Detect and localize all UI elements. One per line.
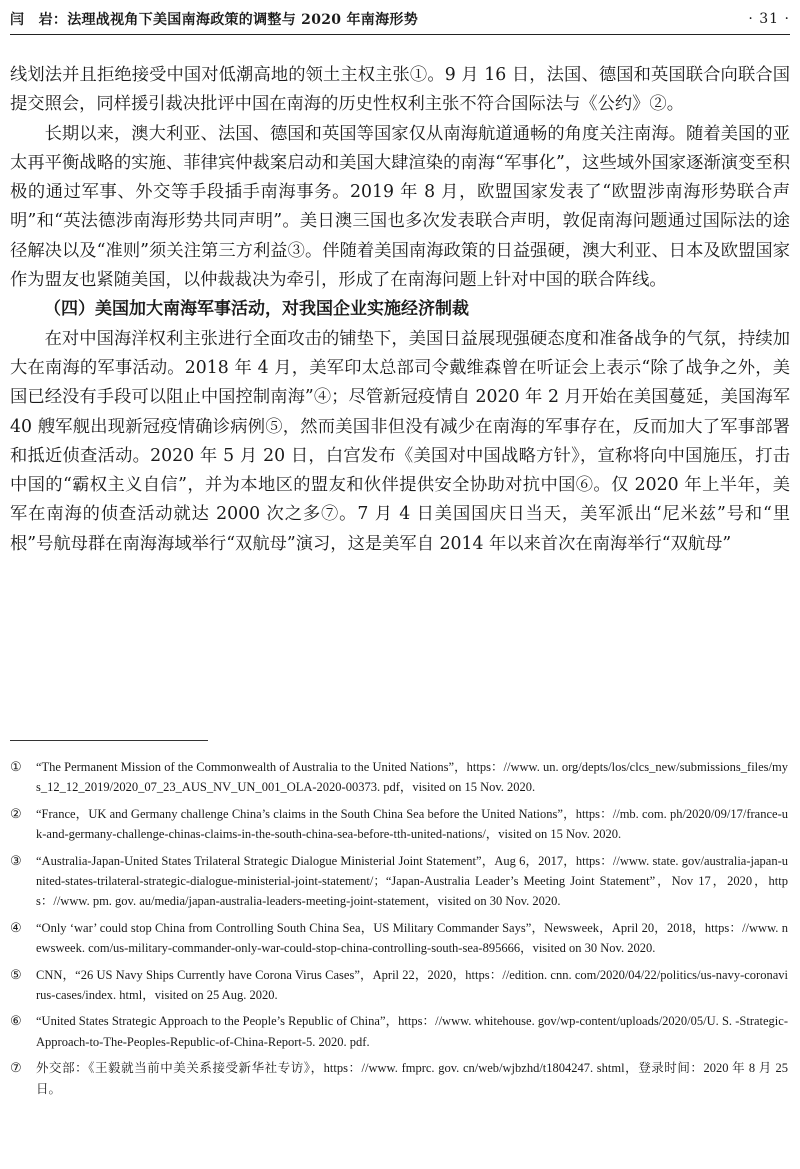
- footnote: [10, 965, 788, 1006]
- footnote-marker: ⑤: [10, 966, 22, 982]
- running-header: [10, 4, 790, 35]
- footnote-marker: ④: [10, 919, 22, 935]
- footnote-divider: [10, 740, 208, 741]
- footnote-text: 外交部：《王毅就当前中美关系接受新华社专访》，https：//www. fmprc. gov. cn/web/wjbzhd/t1804247. shtml，登录时间：2020 年 8 月 25 日。: [36, 1061, 788, 1096]
- footnote: [10, 804, 788, 845]
- footnotes: [10, 757, 788, 1105]
- footnote-text: “United States Strategic Approach to the People’s Republic of China”，https：//www. whitehouse. gov/wp-content/uploads/2020/05/U. S. -Strategic-Approach-to-The-Peoples-Republic-of-China-Report-5. 2020. pdf.: [36, 1014, 788, 1049]
- footnote-marker: ③: [10, 852, 22, 868]
- section-heading: （四）美国加大南海军事活动，对我国企业实施经济制裁: [44, 299, 469, 320]
- paragraph: 长期以来，澳大利亚、法国、德国和英国等国家仅从南海航道通畅的角度关注南海。随着美国的亚太再平衡战略的实施、菲律宾仲裁案启动和美国大肆渲染的南海“军事化”，这些域外国家逐渐演变至积极的通过军事、外交等手段插手南海事务。2019 年 8 月，欧盟国家发表了“欧盟涉南海形势联合声明”和“英法德涉南海形势共同声明”。美日澳三国也多次发表联合声明，敦促南海问题通过国际法的途径解决以及“准则”须关注第三方利益③。伴随着美国南海政策的日益强硬，澳大利亚、日本及欧盟国家作为盟友也紧随美国，以仲裁裁决为牵引，形成了在南海问题上针对中国的联合阵线。: [10, 123, 790, 291]
- footnote: [10, 851, 788, 912]
- footnote: [10, 918, 788, 959]
- paragraph: 线划法并且拒绝接受中国对低潮高地的领土主权主张①。9 月 16 日，法国、德国和英国联合向联合国提交照会，同样援引裁决批评中国在南海的历史性权利主张不符合国际法与《公约》②。: [10, 65, 790, 115]
- footnote-marker: ①: [10, 759, 22, 774]
- page-number: · 31 ·: [748, 11, 790, 27]
- footnote-text: “Australia-Japan-United States Trilateral Strategic Dialogue Ministerial Joint Statement”，Aug 6，2017，https：//www. state. gov/australia-japan-united-states-trilateral-strategic-dialogue-ministerial-joint-statement/；“Japan-Australia Leader’s Meeting Joint Statement”，Nov 17，2020，https：//www. pm. gov. au/media/japan-australia-leaders-meeting-joint-statement，visited on 30 Nov. 2020.: [36, 853, 788, 909]
- footnote: [10, 1058, 788, 1099]
- main-text: [10, 61, 790, 559]
- footnote-text: CNN，“26 US Navy Ships Currently have Corona Virus Cases”，April 22，2020，https：//edition. cnn. com/2020/04/22/politics/us-navy-coronavirus-cases/index. html，visited on 25 Aug. 2020.: [36, 967, 788, 1003]
- running-title: 闫 岩：法理战视角下美国南海政策的调整与 2020 年南海形势: [10, 12, 419, 28]
- footnote: [10, 1011, 788, 1052]
- footnote-text: “France，UK and Germany challenge China’s claims in the South China Sea before the United Nations”，https：//mb. com. ph/2020/09/17/france-uk-and-germany-challenge-chinas-claims-in-the-south-china-sea-before-tth-united-nations/，visited on 15 Nov. 2020.: [36, 806, 788, 842]
- footnote: [10, 757, 788, 798]
- footnote-marker: ⑥: [10, 1013, 22, 1029]
- footnote-text: “Only ‘war’ could stop China from Controlling South China Sea，US Military Commander Says”，Newsweek，April 20，2018，https：//www. newsweek. com/us-military-commander-only-war-could-stop-china-controlling-south-sea-895666，visited on 30 Nov. 2020.: [36, 920, 788, 956]
- footnote-marker: ⑦: [10, 1060, 22, 1076]
- footnote-marker: ②: [10, 805, 22, 821]
- paragraph: 在对中国海洋权利主张进行全面攻击的铺垫下，美国日益展现强硬态度和准备战争的气氛，持续加大在南海的军事活动。2018 年 4 月，美军印太总部司令戴维森曾在听证会上表示“除了战争之外，美国已经没有手段可以阻止中国控制南海”④；尽管新冠疫情自 2020 年 2 月开始在美国蔓延，美国海军 40 艘军舰出现新冠疫情确诊病例⑤，然而美国非但没有减少在南海的军事存在，反而加大了军事部署和抵近侦查活动。2020 年 5 月 20 日，白宫发布《美国对中国战略方针》，宣称将向中国施压，打击中国的“霸权主义自信”，并为本地区的盟友和伙伴提供安全协助对抗中国⑥。仅 2020 年上半年，美军在南海的侦查活动就达 2000 次之多⑦。7 月 4 日美国国庆日当天，美军派出“尼米兹”号和“里根”号航母群在南海海域举行“双航母”演习，这是美军自 2014 年以来首次在南海举行“双航母”: [10, 328, 790, 554]
- footnote-text: “The Permanent Mission of the Commonwealth of Australia to the United Nations”，https：//www. un. org/depts/los/clcs_new/submissions_files/mys_12_12_2019/2020_07_23_AUS_NV_UN_001_OLA-2020-00373. pdf，visited on 15 Nov. 2020.: [36, 760, 788, 795]
